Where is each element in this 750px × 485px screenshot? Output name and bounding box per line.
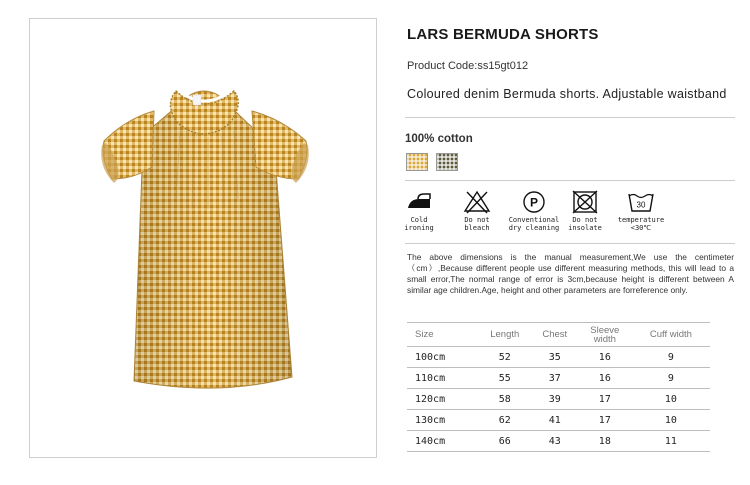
- no-tumble-icon: [570, 190, 600, 214]
- table-cell: 52: [498, 351, 511, 363]
- product-description: Coloured denim Bermuda shorts. Adjustable waistband: [407, 87, 727, 101]
- divider: [405, 180, 735, 181]
- table-cell: 10: [664, 414, 677, 426]
- product-code: Product Code:ss15gt012: [407, 60, 529, 72]
- dress-image: [30, 19, 378, 459]
- size-table: [407, 322, 710, 452]
- table-cell: 120cm: [415, 393, 446, 405]
- table-cell: 9: [667, 351, 674, 363]
- table-cell: 55: [498, 372, 511, 384]
- divider: [405, 117, 735, 118]
- divider: [405, 243, 735, 244]
- product-title: LARS BERMUDA SHORTS: [407, 26, 599, 43]
- table-cell: 62: [498, 414, 511, 426]
- column-header: Cuff width: [649, 329, 692, 340]
- care-item-wash-30: [606, 190, 676, 232]
- svg-text:30: 30: [636, 200, 646, 210]
- table-cell: 130cm: [415, 414, 446, 426]
- color-swatch-yellow[interactable]: [406, 153, 428, 171]
- table-row: [407, 389, 710, 410]
- care-label: Cold ironing: [404, 216, 434, 232]
- table-cell: 18: [598, 435, 611, 447]
- care-label: Do not insolate: [568, 216, 602, 232]
- table-row: [407, 431, 710, 452]
- table-cell: 35: [548, 351, 561, 363]
- care-label: temperature <30℃: [617, 216, 665, 232]
- table-header-row: [407, 323, 710, 347]
- table-cell: 17: [598, 393, 611, 405]
- no-bleach-icon: [462, 190, 492, 214]
- care-label: Conventional dry cleaning: [508, 216, 560, 232]
- table-row: [407, 368, 710, 389]
- table-cell: 100cm: [415, 351, 446, 363]
- table-cell: 37: [548, 372, 561, 384]
- table-cell: 41: [548, 414, 561, 426]
- material-label: 100% cotton: [405, 133, 473, 145]
- color-swatch-olive[interactable]: [436, 153, 458, 171]
- column-header: Sleeve width: [590, 324, 620, 345]
- iron-icon: [404, 190, 434, 214]
- table-cell: 39: [548, 393, 561, 405]
- table-cell: 110cm: [415, 372, 446, 384]
- table-cell: 9: [667, 372, 674, 384]
- table-cell: 11: [664, 435, 677, 447]
- product-photo: [29, 18, 377, 458]
- table-row: [407, 347, 710, 368]
- table-cell: 43: [548, 435, 561, 447]
- care-label: Do not bleach: [464, 216, 490, 232]
- table-cell: 16: [598, 351, 611, 363]
- column-header: Chest: [542, 329, 568, 340]
- wash-30-icon: [626, 190, 656, 214]
- table-cell: 17: [598, 414, 611, 426]
- column-header: Size: [415, 329, 434, 340]
- table-cell: 16: [598, 372, 611, 384]
- table-cell: 66: [498, 435, 511, 447]
- table-cell: 140cm: [415, 435, 446, 447]
- table-cell: 10: [664, 393, 677, 405]
- table-cell: 58: [498, 393, 511, 405]
- svg-text:P: P: [529, 195, 539, 210]
- column-header: Length: [490, 329, 520, 340]
- dry-clean-icon: [519, 190, 549, 214]
- table-row: [407, 410, 710, 431]
- measurement-note: The above dimensions is the manual measurement,We use the centimeter （cm）,Because different people use different measuring methods, this will lead to a small error,The normal range of error is 3cm,because height is different between A similar age children.Age, height and other parameters are forreference only.: [407, 252, 734, 295]
